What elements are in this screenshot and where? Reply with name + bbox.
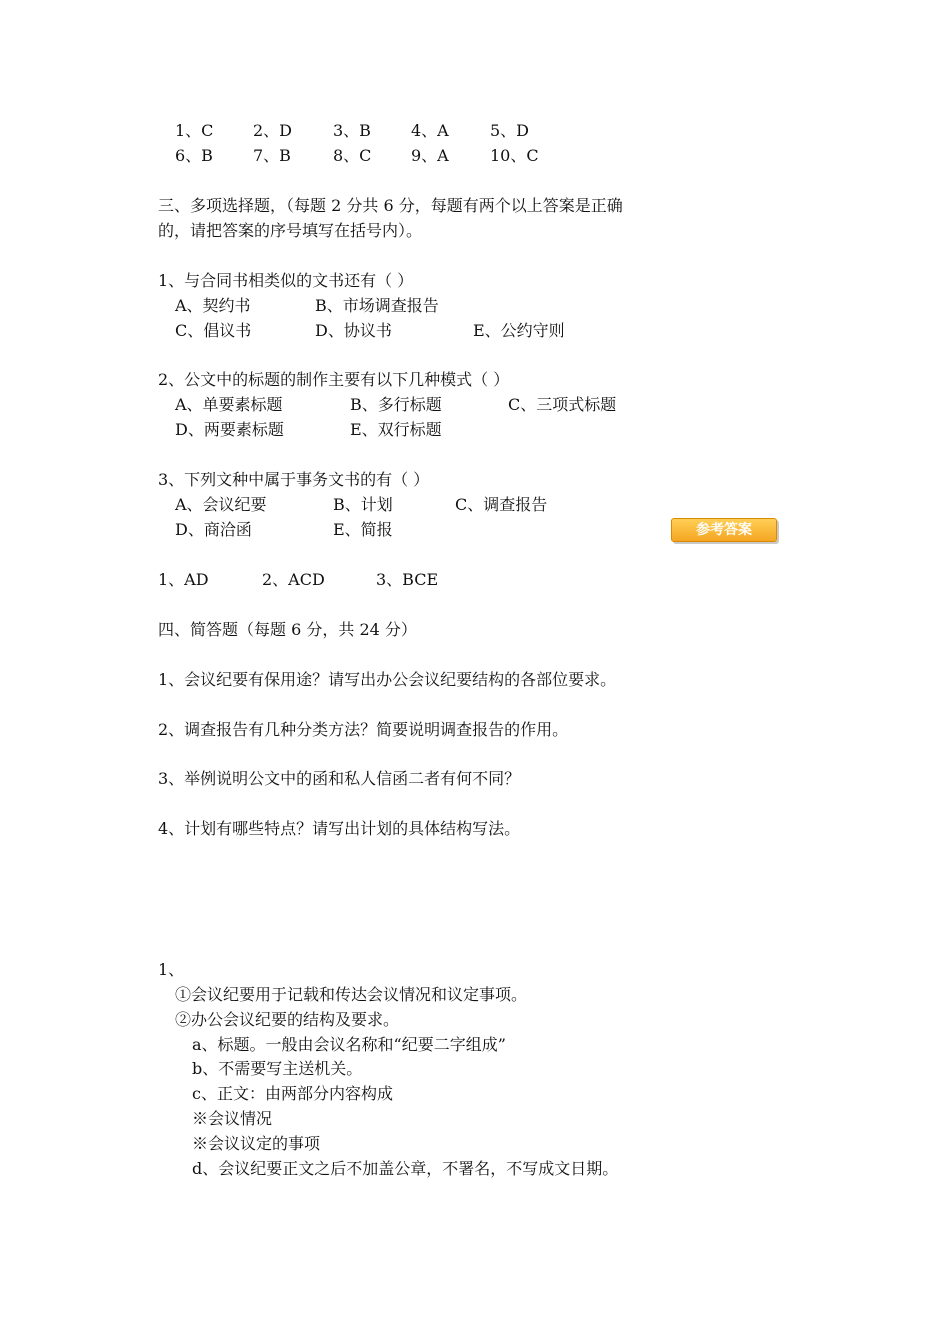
answer1-line-3: a、标题。一般由会议名称和“纪要二字组成”: [192, 1035, 506, 1054]
answer1-line-1: ①会议纪要用于记载和传达会议情况和议定事项。: [175, 985, 528, 1004]
q3-1-stem: 1、与合同书相类似的文书还有（ ）: [158, 271, 414, 290]
q3-2-option-c: C、三项式标题: [508, 395, 617, 414]
answer-2-1: 1、C: [175, 121, 214, 140]
q3-3-option-e: E、简报: [333, 520, 393, 539]
q3-2-option-e: E、双行标题: [350, 420, 442, 439]
q4-3: 3、举例说明公文中的函和私人信函二者有何不同？: [158, 769, 521, 788]
answer1-line-2: ②办公会议纪要的结构及要求。: [175, 1010, 400, 1029]
answer1-line-4: b、不需要写主送机关。: [192, 1059, 363, 1078]
q3-1-option-a: A、契约书: [175, 296, 251, 315]
answer-2-2: 2、D: [253, 121, 293, 140]
q4-2: 2、调查报告有几种分类方法？简要说明调查报告的作用。: [158, 720, 569, 739]
q3-2-option-a: A、单要素标题: [175, 395, 283, 414]
answer-2-8: 8、C: [333, 146, 372, 165]
q3-1-option-d: D、协议书: [315, 321, 392, 340]
answer-2-3: 3、B: [333, 121, 371, 140]
q3-2-option-d: D、两要素标题: [175, 420, 284, 439]
q3-2-stem: 2、公文中的标题的制作主要有以下几种模式（ ）: [158, 370, 510, 389]
answer1-line-6: ※会议情况: [192, 1109, 273, 1128]
answer-2-9: 9、A: [411, 146, 449, 165]
q3-3-option-b: B、计划: [333, 495, 393, 514]
reference-answer-button[interactable]: 参考答案: [671, 518, 777, 542]
answer1-line-5: c、正文：由两部分内容构成: [192, 1084, 393, 1103]
answer-2-10: 10、C: [490, 146, 539, 165]
q3-1-option-b: B、市场调查报告: [315, 296, 439, 315]
answer1-number: 1、: [158, 960, 185, 979]
section4-heading: 四、简答题（每题 6 分，共 24 分）: [158, 620, 417, 639]
q4-4: 4、计划有哪些特点？请写出计划的具体结构写法。: [158, 819, 521, 838]
answer-2-7: 7、B: [253, 146, 291, 165]
q3-3-option-a: A、会议纪要: [175, 495, 267, 514]
answer-2-5: 5、D: [490, 121, 530, 140]
q3-3-option-d: D、商洽函: [175, 520, 252, 539]
q3-3-stem: 3、下列文种中属于事务文书的有（ ）: [158, 470, 430, 489]
answer-3-2: 2、ACD: [262, 570, 325, 589]
q3-3-option-c: C、调查报告: [455, 495, 548, 514]
answer1-line-7: ※会议议定的事项: [192, 1134, 321, 1153]
answer1-line-8: d、会议纪要正文之后不加盖公章，不署名，不写成文日期。: [192, 1159, 619, 1178]
section3-heading-line2: 的，请把答案的序号填写在括号内）。: [158, 221, 423, 240]
q4-1: 1、会议纪要有保用途？请写出办公会议纪要结构的各部位要求。: [158, 670, 617, 689]
q3-2-option-b: B、多行标题: [350, 395, 442, 414]
q3-1-option-e: E、公约守则: [473, 321, 565, 340]
answer-3-3: 3、BCE: [376, 570, 439, 589]
section3-heading-line1: 三、多项选择题，（每题 2 分共 6 分，每题有两个以上答案是正确: [158, 196, 623, 215]
answer-3-1: 1、AD: [158, 570, 209, 589]
answer-2-4: 4、A: [411, 121, 449, 140]
q3-1-option-c: C、倡议书: [175, 321, 252, 340]
answer-2-6: 6、B: [175, 146, 213, 165]
